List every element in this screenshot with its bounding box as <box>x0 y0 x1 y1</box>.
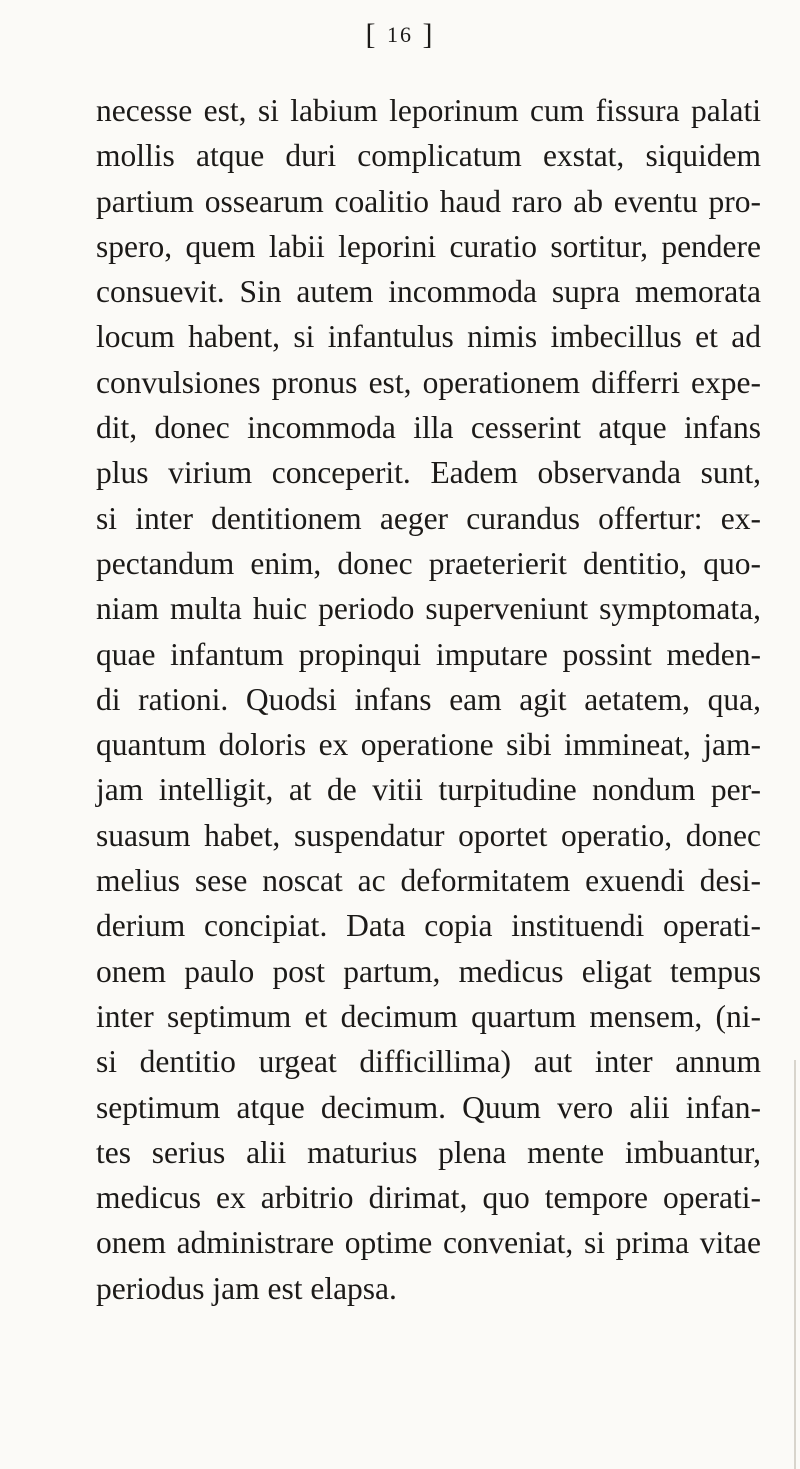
page-number <box>0 18 800 52</box>
text-line: si dentitio urgeat difficillima) aut inter annum <box>96 1044 761 1080</box>
text-line: niam multa huic periodo superveniunt symptomata, <box>96 591 761 627</box>
text-line: si inter dentitionem aeger curandus offertur: ex- <box>96 500 761 536</box>
text-line: septimum atque decimum. Quum vero alii infan- <box>96 1089 761 1125</box>
text-line: pectandum enim, donec praeterierit dentitio, quo- <box>96 545 761 581</box>
text-line: derium concipiat. Data copia instituendi operati- <box>96 908 761 944</box>
page-edge-divider <box>794 1060 796 1469</box>
text-line: tes serius alii maturius plena mente imbuantur, <box>96 1134 761 1170</box>
text-line: mollis atque duri complicatum exstat, siquidem <box>96 138 761 174</box>
text-line: melius sese noscat ac deformitatem exuendi desi- <box>96 863 761 899</box>
text-line: onem administrare optime conveniat, si prima vitae <box>96 1225 761 1261</box>
page-number-value: 16 <box>387 22 413 47</box>
text-line: dit, donec incommoda illa cesserint atque infans <box>96 410 761 446</box>
body-text <box>96 88 761 1311</box>
text-line: onem paulo post partum, medicus eligat tempus <box>96 953 761 989</box>
text-line-last: periodus jam est elapsa. <box>96 1270 397 1306</box>
text-line: inter septimum et decimum quartum mensem, (ni- <box>96 998 761 1034</box>
text-line: quae infantum propinqui imputare possint meden- <box>96 636 761 672</box>
text-line: consuevit. Sin autem incommoda supra memorata <box>96 274 761 310</box>
page-number-bracket-close: ] <box>422 18 435 51</box>
text-line: partium ossearum coalitio haud raro ab eventu pro- <box>96 183 761 219</box>
text-line: spero, quem labii leporini curatio sortitur, pendere <box>96 228 761 264</box>
text-line: convulsiones pronus est, operationem differri expe- <box>96 364 761 400</box>
text-line: medicus ex arbitrio dirimat, quo tempore operati- <box>96 1180 761 1216</box>
text-line: locum habent, si infantulus nimis imbecillus et ad <box>96 319 761 355</box>
text-line: quantum doloris ex operatione sibi immineat, jam- <box>96 727 761 763</box>
text-line: plus virium conceperit. Eadem observanda sunt, <box>96 455 761 491</box>
text-line: jam intelligit, at de vitii turpitudine nondum per- <box>96 772 761 808</box>
page-number-bracket-open: [ <box>365 18 378 51</box>
text-line: suasum habet, suspendatur oportet operatio, donec <box>96 817 761 853</box>
text-line: di rationi. Quodsi infans eam agit aetatem, qua, <box>96 681 761 717</box>
text-line: necesse est, si labium leporinum cum fissura palati <box>96 93 761 128</box>
